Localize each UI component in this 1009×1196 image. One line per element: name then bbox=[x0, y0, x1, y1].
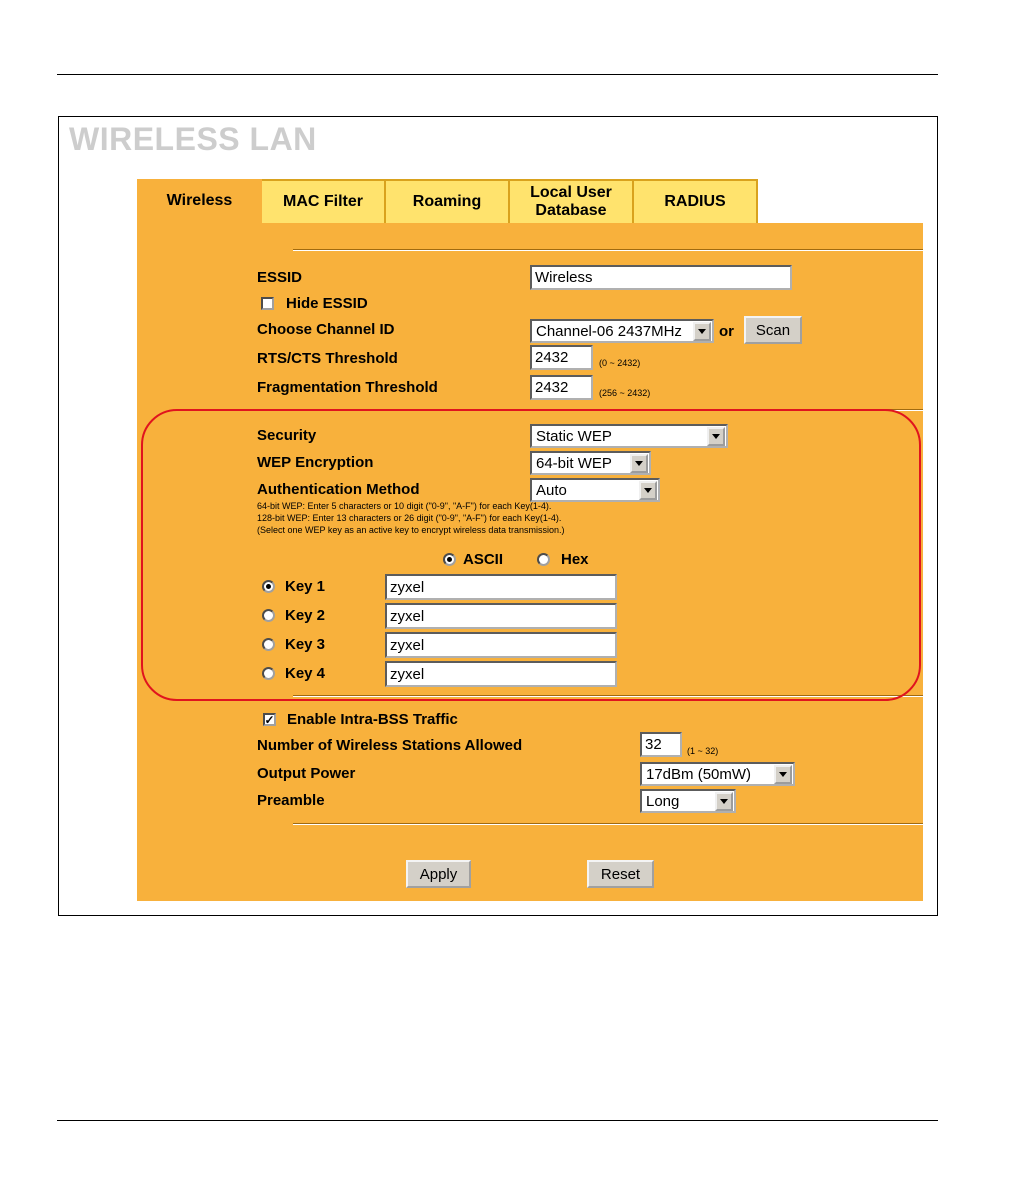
chevron-down-icon bbox=[630, 454, 648, 473]
tab-radius[interactable] bbox=[634, 179, 758, 223]
essid-input[interactable] bbox=[530, 265, 792, 290]
key1-label: Key 1 bbox=[285, 578, 326, 595]
key2-radio[interactable] bbox=[262, 609, 275, 622]
wep-encryption-select[interactable] bbox=[530, 451, 651, 475]
key1-input[interactable] bbox=[385, 574, 617, 600]
tab-mac-filter[interactable] bbox=[262, 179, 386, 223]
wep-encryption-value: 64-bit WEP bbox=[536, 454, 612, 472]
stations-label: Number of Wireless Stations Allowed bbox=[257, 737, 523, 754]
wep-note-128: 128-bit WEP: Enter 13 characters or 26 digit ("0-9", "A-F") for each Key(1-4). bbox=[257, 513, 562, 523]
auth-method-value: Auto bbox=[536, 481, 567, 499]
wep-encryption-label: WEP Encryption bbox=[257, 454, 374, 471]
preamble-label: Preamble bbox=[257, 792, 325, 809]
key4-input[interactable] bbox=[385, 661, 617, 687]
rts-range: (0 ~ 2432) bbox=[599, 358, 641, 368]
wep-note-64: 64-bit WEP: Enter 5 characters or 10 digit ("0-9", "A-F") for each Key(1-4). bbox=[257, 501, 552, 511]
tab-label: Wireless bbox=[166, 192, 233, 209]
chevron-down-icon bbox=[707, 427, 725, 446]
chevron-down-icon bbox=[774, 765, 792, 784]
hide-essid-label: Hide ESSID bbox=[286, 295, 368, 312]
scan-button[interactable]: Scan bbox=[744, 316, 802, 344]
tab-roaming[interactable] bbox=[386, 179, 510, 223]
divider bbox=[293, 249, 923, 251]
divider bbox=[293, 695, 923, 697]
key2-label: Key 2 bbox=[285, 607, 326, 624]
frag-range: (256 ~ 2432) bbox=[599, 388, 651, 398]
key4-radio[interactable] bbox=[262, 667, 275, 680]
stations-range: (1 ~ 32) bbox=[687, 746, 719, 756]
intra-bss-checkbox[interactable]: ✓ bbox=[264, 712, 275, 727]
footer-rule bbox=[57, 1120, 938, 1121]
ascii-radio[interactable] bbox=[443, 553, 456, 566]
chevron-down-icon bbox=[715, 792, 733, 811]
channel-value: Channel-06 2437MHz bbox=[536, 322, 682, 340]
page-title: WIRELESS LAN bbox=[69, 121, 317, 157]
tab-local-user-database[interactable] bbox=[510, 179, 634, 223]
essid-label: ESSID bbox=[257, 269, 303, 286]
reset-button[interactable]: Reset bbox=[587, 860, 654, 888]
channel-select[interactable] bbox=[530, 319, 714, 343]
key3-input[interactable] bbox=[385, 632, 617, 658]
header-rule bbox=[57, 74, 938, 75]
hex-radio[interactable] bbox=[537, 553, 550, 566]
intra-bss-label: Enable Intra-BSS Traffic bbox=[287, 711, 458, 728]
key3-label: Key 3 bbox=[285, 636, 326, 653]
apply-button[interactable]: Apply bbox=[406, 860, 471, 888]
key2-input[interactable] bbox=[385, 603, 617, 629]
auth-method-select[interactable] bbox=[530, 478, 660, 502]
tab-label: RADIUS bbox=[664, 193, 726, 210]
divider bbox=[293, 823, 923, 825]
tab-wireless[interactable] bbox=[137, 179, 262, 223]
channel-label: Choose Channel ID bbox=[257, 321, 395, 338]
or-label: or bbox=[719, 323, 734, 340]
screenshot-frame bbox=[58, 116, 938, 916]
frag-input[interactable] bbox=[530, 375, 593, 400]
preamble-value: Long bbox=[646, 792, 680, 810]
tab-label: MAC Filter bbox=[283, 193, 363, 210]
tab-label: Local User Database bbox=[530, 184, 612, 219]
key4-label: Key 4 bbox=[285, 665, 326, 682]
chevron-down-icon bbox=[693, 322, 711, 341]
chevron-down-icon bbox=[639, 481, 657, 500]
wep-note-select: (Select one WEP key as an active key to encrypt wireless data transmission.) bbox=[257, 525, 565, 535]
output-power-select[interactable] bbox=[640, 762, 795, 786]
divider bbox=[293, 409, 923, 411]
security-select[interactable] bbox=[530, 424, 728, 448]
hex-label: Hex bbox=[561, 551, 589, 568]
key1-radio[interactable] bbox=[262, 580, 275, 593]
security-label: Security bbox=[257, 427, 317, 444]
preamble-select[interactable] bbox=[640, 789, 736, 813]
rts-label: RTS/CTS Threshold bbox=[257, 350, 398, 367]
security-value: Static WEP bbox=[536, 427, 612, 445]
hide-essid-checkbox[interactable] bbox=[261, 297, 274, 310]
key3-radio[interactable] bbox=[262, 638, 275, 651]
ascii-label: ASCII bbox=[463, 551, 504, 568]
rts-input[interactable] bbox=[530, 345, 593, 370]
stations-input[interactable] bbox=[640, 732, 682, 757]
output-power-value: 17dBm (50mW) bbox=[646, 765, 752, 783]
tab-label: Roaming bbox=[412, 193, 482, 210]
settings-panel bbox=[137, 223, 923, 901]
output-power-label: Output Power bbox=[257, 765, 356, 782]
frag-label: Fragmentation Threshold bbox=[257, 379, 438, 396]
auth-method-label: Authentication Method bbox=[257, 481, 420, 498]
